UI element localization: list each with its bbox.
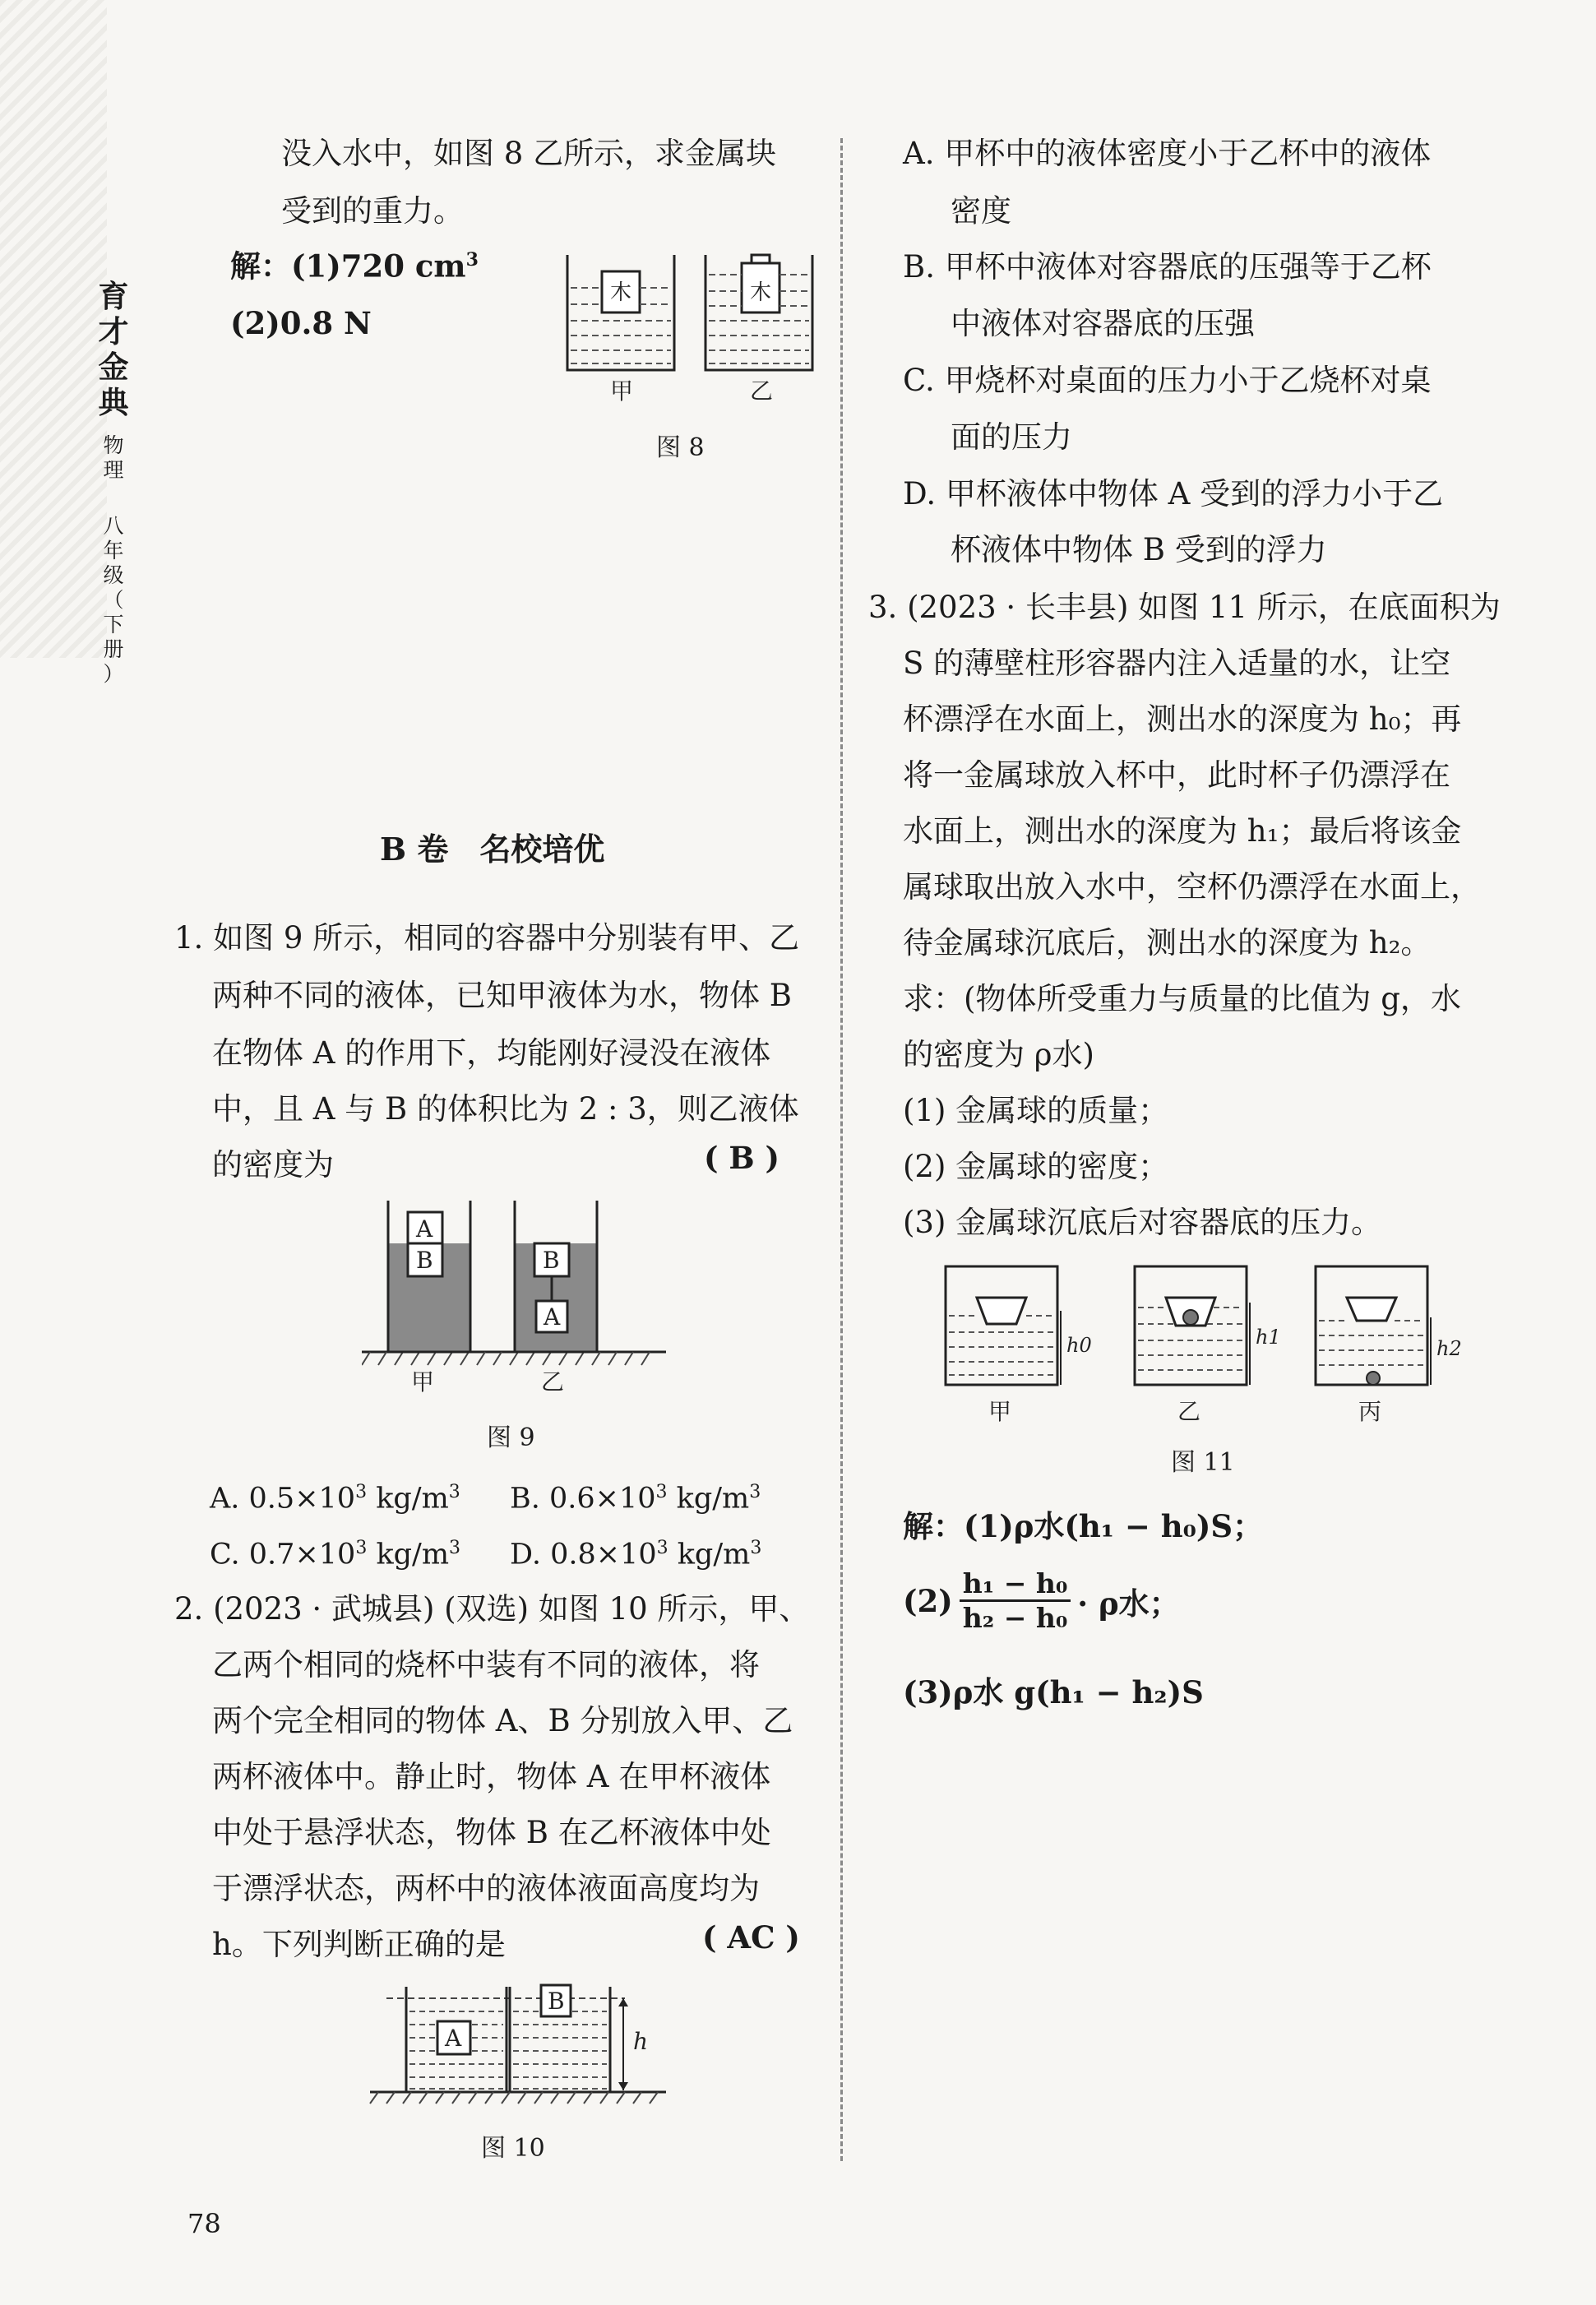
q3-line: 杯漂浮在水面上，测出水的深度为 h₀；再 xyxy=(903,701,1462,737)
figure-8-caption: 图 8 xyxy=(656,433,705,462)
q2-line: 中处于悬浮状态，物体 B 在乙杯液体中处 xyxy=(212,1815,771,1850)
figure-9-caption: 图 9 xyxy=(487,1423,535,1452)
q2-answer: ( AC ) xyxy=(702,1919,800,1956)
sidebar-grade-char: （ xyxy=(103,588,124,612)
q3-subquestion: (2) 金属球的密度； xyxy=(903,1149,1169,1184)
q2-line: 乙两个相同的烧杯中装有不同的液体，将 xyxy=(212,1647,760,1682)
sidebar-title-char: 典 xyxy=(98,384,129,420)
q2-option-line: D. 甲杯液体中物体 A 受到的浮力小于乙 xyxy=(903,476,1444,511)
q2-line: h。下列判断正确的是 xyxy=(212,1927,506,1962)
q3-line: 求：(物体所受重力与质量的比值为 g，水 xyxy=(903,981,1461,1016)
page-number: 78 xyxy=(187,2208,221,2239)
q1-line: 1. 如图 9 所示，相同的容器中分别装有甲、乙 xyxy=(174,920,800,956)
height-label: h xyxy=(633,2028,649,2055)
sidebar-grade-char: ） xyxy=(103,662,124,686)
q2-option-line: C. 甲烧杯对桌面的压力小于乙烧杯对桌 xyxy=(903,363,1432,398)
q2-option-line: 中液体对容器底的压强 xyxy=(951,306,1255,341)
block-b-label: B xyxy=(548,1988,565,2015)
q2-option-line: 面的压力 xyxy=(951,419,1072,455)
q3-line: 将一金属球放入杯中，此时杯子仍漂浮在 xyxy=(903,757,1450,793)
q1-line: 两种不同的液体，已知甲液体为水，物体 B xyxy=(212,978,792,1013)
q3-line: 属球取出放入水中，空杯仍漂浮在水面上， xyxy=(903,869,1481,905)
q2-option-line: 密度 xyxy=(951,193,1011,229)
prev-question-line: 没入水中，如图 8 乙所示，求金属块 xyxy=(281,136,777,171)
q3-answer-1: 解：(1)ρ水(h₁ − h₀)S； xyxy=(903,1508,1264,1544)
q2-option-line: A. 甲杯中的液体密度小于乙杯中的液体 xyxy=(903,136,1432,171)
q3-line: 待金属球沉底后，测出水的深度为 h₂。 xyxy=(903,925,1432,960)
section-title: B 卷 名校培优 xyxy=(380,831,605,868)
block-a-label: A xyxy=(445,2025,462,2052)
q3-line: 3. (2023 · 长丰县) 如图 11 所示，在底面积为 xyxy=(868,590,1501,625)
q1-line: 中，且 A 与 B 的体积比为 2 : 3，则乙液体 xyxy=(212,1091,799,1127)
block-b-label: B xyxy=(543,1247,560,1274)
sidebar-title-char: 育 xyxy=(98,278,129,314)
figure-9 xyxy=(362,1192,666,1406)
q3-answer-3: (3)ρ水 g(h₁ − h₂)S xyxy=(903,1674,1204,1710)
q3-line: S 的薄壁柱形容器内注入适量的水，让空 xyxy=(903,646,1451,681)
q3-subquestion: (3) 金属球沉底后对容器底的压力。 xyxy=(903,1205,1382,1240)
q1-answer: ( B ) xyxy=(704,1140,780,1176)
cup-label: 甲 xyxy=(411,1368,435,1395)
h1-label: h1 xyxy=(1256,1326,1281,1349)
q2-option-line: 杯液体中物体 B 受到的浮力 xyxy=(951,532,1327,567)
column-divider xyxy=(840,138,843,2161)
q1-option-d: D. $0.8\times 10^3$ $kg/m^3$ xyxy=(510,1538,762,1571)
q2-line: 两个完全相同的物体 A、B 分别放入甲、乙 xyxy=(212,1703,793,1738)
figure-10 xyxy=(354,1974,674,2113)
q1-option-b: B. $0.6\times 10^3$ $kg/m^3$ xyxy=(510,1482,761,1516)
figure-11 xyxy=(937,1258,1488,1431)
q2-option-line: B. 甲杯中液体对容器底的压强等于乙杯 xyxy=(903,249,1432,285)
sidebar-subject-char: 理 xyxy=(103,458,124,482)
cup-label: 甲 xyxy=(988,1398,1012,1425)
cup-label: 乙 xyxy=(541,1368,565,1395)
block-label: 木 xyxy=(750,280,772,305)
q3-answer-2: (2) h₁ − h₀ h₂ − h₀ · ρ水； xyxy=(903,1567,1180,1634)
sidebar-grade-char: 下 xyxy=(103,613,124,636)
cup-label: 甲 xyxy=(610,377,634,405)
cup-label: 丙 xyxy=(1358,1398,1382,1425)
q2-line: 2. (2023 · 武城县) (双选) 如图 10 所示，甲、 xyxy=(174,1591,810,1627)
figure-10-caption: 图 10 xyxy=(481,2134,545,2163)
sidebar-decoration xyxy=(0,0,107,658)
q3-line: 水面上，测出水的深度为 h₁；最后将该金 xyxy=(903,813,1462,849)
prev-question-line: 受到的重力。 xyxy=(281,193,464,229)
prev-answer-2: (2)0.8 N xyxy=(230,305,372,341)
block-a-label: A xyxy=(416,1215,433,1243)
block-label: 木 xyxy=(610,280,632,305)
h0-label: h0 xyxy=(1066,1334,1092,1357)
prev-answer-1: 解：(1)720 $cm^3$ xyxy=(230,248,479,285)
block-a-label: A xyxy=(544,1303,561,1331)
sidebar-subject-char: 物 xyxy=(103,433,124,457)
sidebar-grade-char: 级 xyxy=(103,563,124,587)
q1-line: 的密度为 xyxy=(212,1147,334,1183)
q2-line: 于漂浮状态，两杯中的液体液面高度均为 xyxy=(212,1871,760,1906)
q2-line: 两杯液体中。静止时，物体 A 在甲杯液体 xyxy=(212,1759,771,1794)
cup-label: 乙 xyxy=(1177,1398,1201,1425)
sidebar-title-char: 才 xyxy=(98,313,129,349)
block-b-label: B xyxy=(416,1247,433,1274)
sidebar-grade-char: 年 xyxy=(103,539,124,562)
q3-line: 的密度为 ρ水) xyxy=(903,1037,1094,1072)
sidebar-title-char: 金 xyxy=(98,349,129,385)
figure-8 xyxy=(559,247,822,411)
figure-11-caption: 图 11 xyxy=(1171,1448,1235,1477)
sidebar-grade-char: 册 xyxy=(103,637,124,661)
sidebar-grade-char: 八 xyxy=(103,514,124,538)
q1-line: 在物体 A 的作用下，均能刚好浸没在液体 xyxy=(212,1035,771,1071)
h2-label: h2 xyxy=(1436,1337,1462,1360)
cup-label: 乙 xyxy=(750,377,774,405)
q1-option-a: A. $0.5\times 10^3$ $kg/m^3$ xyxy=(210,1482,460,1516)
q1-option-c: C. $0.7\times 10^3$ $kg/m^3$ xyxy=(210,1538,461,1571)
q3-subquestion: (1) 金属球的质量； xyxy=(903,1093,1169,1128)
